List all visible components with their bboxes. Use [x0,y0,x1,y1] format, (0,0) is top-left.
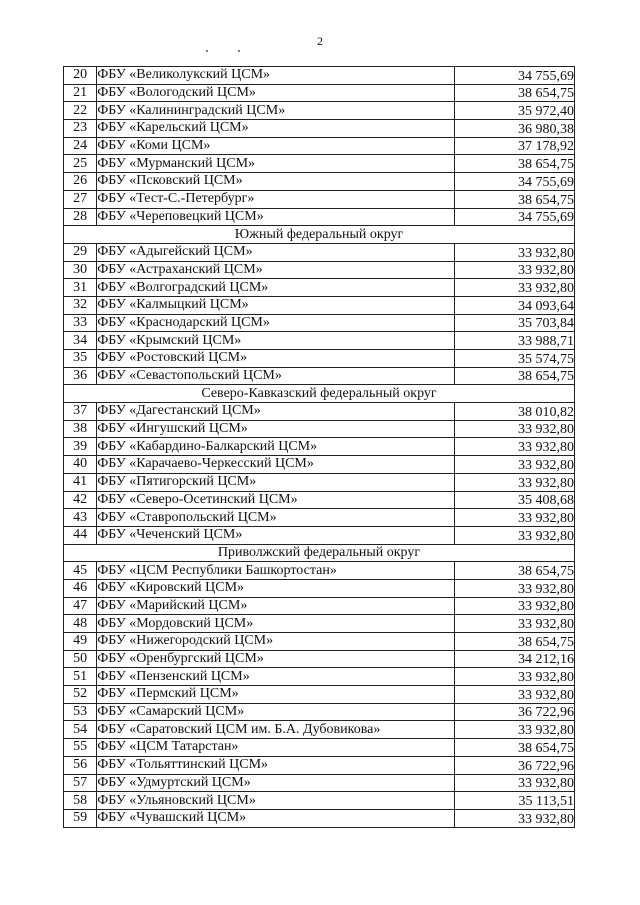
organization-name: ФБУ «Марийский ЦСМ» [97,597,455,615]
organization-name: ФБУ «Нижегородский ЦСМ» [97,633,455,651]
table-row [64,438,575,456]
table-row [64,526,575,544]
table-row [64,296,575,314]
organization-name: ФБУ «ЦСМ Республики Башкортостан» [97,562,455,580]
amount-value: 35 972,40 [455,102,575,120]
amount-value: 35 113,51 [455,792,575,810]
table-row [64,155,575,173]
row-number: 23 [64,120,97,138]
table-row [64,208,575,226]
organization-name: ФБУ «Пензенский ЦСМ» [97,668,455,686]
amount-value: 34 755,69 [455,208,575,226]
organization-name: ФБУ «Ульяновский ЦСМ» [97,792,455,810]
row-number: 32 [64,296,97,314]
table-row [64,120,575,138]
row-number: 38 [64,420,97,438]
row-number: 44 [64,526,97,544]
amount-value: 33 932,80 [455,261,575,279]
amount-value: 36 980,38 [455,120,575,138]
row-number: 33 [64,314,97,332]
row-number: 22 [64,102,97,120]
organization-name: ФБУ «Волгоградский ЦСМ» [97,279,455,297]
organization-name: ФБУ «Кабардино-Балкарский ЦСМ» [97,438,455,456]
amount-value: 33 932,80 [455,473,575,491]
scan-speck [238,50,240,52]
table-row [64,739,575,757]
table-row [64,173,575,191]
amount-value: 35 408,68 [455,491,575,509]
amount-value: 34 212,16 [455,650,575,668]
organization-name: ФБУ «Самарский ЦСМ» [97,703,455,721]
organization-name: ФБУ «Адыгейский ЦСМ» [97,243,455,261]
table-row [64,756,575,774]
table-row [64,473,575,491]
table-row [64,579,575,597]
amount-value: 37 178,92 [455,137,575,155]
row-number: 53 [64,703,97,721]
table-row [64,84,575,102]
amount-value: 35 703,84 [455,314,575,332]
organization-name: ФБУ «Карельский ЦСМ» [97,120,455,138]
row-number: 34 [64,332,97,350]
price-table [63,66,575,828]
district-title: Приволжский федеральный округ [64,544,575,562]
table-row [64,279,575,297]
organization-name: ФБУ «Псковский ЦСМ» [97,173,455,191]
row-number: 58 [64,792,97,810]
organization-name: ФБУ «Мурманский ЦСМ» [97,155,455,173]
amount-value: 33 932,80 [455,774,575,792]
row-number: 21 [64,84,97,102]
row-number: 29 [64,243,97,261]
organization-name: ФБУ «Ставропольский ЦСМ» [97,509,455,527]
organization-name: ФБУ «Краснодарский ЦСМ» [97,314,455,332]
table-row [64,597,575,615]
amount-value: 38 654,75 [455,367,575,385]
table-row [64,668,575,686]
amount-value: 38 654,75 [455,155,575,173]
row-number: 49 [64,633,97,651]
organization-name: ФБУ «Пермский ЦСМ» [97,686,455,704]
table-row [64,137,575,155]
amount-value: 33 932,80 [455,809,575,827]
organization-name: ФБУ «Ингушский ЦСМ» [97,420,455,438]
amount-value: 33 932,80 [455,420,575,438]
amount-value: 33 932,80 [455,509,575,527]
table-row [64,686,575,704]
table-row [64,420,575,438]
organization-name: ФБУ «ЦСМ Татарстан» [97,739,455,757]
table-row [64,615,575,633]
amount-value: 38 010,82 [455,403,575,421]
district-header-row [64,544,575,562]
table-row [64,562,575,580]
row-number: 45 [64,562,97,580]
table-row [64,190,575,208]
table-row [64,403,575,421]
row-number: 36 [64,367,97,385]
amount-value: 38 654,75 [455,190,575,208]
row-number: 26 [64,173,97,191]
amount-value: 33 932,80 [455,668,575,686]
row-number: 56 [64,756,97,774]
table-row [64,456,575,474]
district-header-row [64,226,575,244]
organization-name: ФБУ «Великолукский ЦСМ» [97,67,455,85]
row-number: 48 [64,615,97,633]
organization-name: ФБУ «Крымский ЦСМ» [97,332,455,350]
organization-name: ФБУ «Чувашский ЦСМ» [97,809,455,827]
organization-name: ФБУ «Севастопольский ЦСМ» [97,367,455,385]
district-title: Северо-Кавказский федеральный округ [64,385,575,403]
organization-name: ФБУ «Дагестанский ЦСМ» [97,403,455,421]
row-number: 59 [64,809,97,827]
row-number: 35 [64,350,97,368]
row-number: 50 [64,650,97,668]
row-number: 25 [64,155,97,173]
amount-value: 33 932,80 [455,243,575,261]
table-row [64,243,575,261]
table-row [64,261,575,279]
row-number: 30 [64,261,97,279]
amount-value: 36 722,96 [455,756,575,774]
table-row [64,332,575,350]
organization-name: ФБУ «Кировский ЦСМ» [97,579,455,597]
row-number: 54 [64,721,97,739]
organization-name: ФБУ «Вологодский ЦСМ» [97,84,455,102]
organization-name: ФБУ «Мордовский ЦСМ» [97,615,455,633]
amount-value: 33 932,80 [455,279,575,297]
organization-name: ФБУ «Пятигорский ЦСМ» [97,473,455,491]
amount-value: 38 654,75 [455,739,575,757]
organization-name: ФБУ «Череповецкий ЦСМ» [97,208,455,226]
table-row [64,792,575,810]
organization-name: ФБУ «Ростовский ЦСМ» [97,350,455,368]
organization-name: ФБУ «Калининградский ЦСМ» [97,102,455,120]
row-number: 37 [64,403,97,421]
table-row [64,102,575,120]
amount-value: 33 932,80 [455,526,575,544]
row-number: 43 [64,509,97,527]
table-row [64,774,575,792]
amount-value: 33 932,80 [455,438,575,456]
table-row [64,367,575,385]
amount-value: 33 932,80 [455,579,575,597]
row-number: 24 [64,137,97,155]
row-number: 28 [64,208,97,226]
table-row [64,703,575,721]
organization-name: ФБУ «Оренбургский ЦСМ» [97,650,455,668]
amount-value: 38 654,75 [455,633,575,651]
row-number: 57 [64,774,97,792]
organization-name: ФБУ «Тольяттинский ЦСМ» [97,756,455,774]
amount-value: 38 654,75 [455,84,575,102]
row-number: 46 [64,579,97,597]
table-row [64,67,575,85]
amount-value: 33 932,80 [455,597,575,615]
district-header-row [64,385,575,403]
amount-value: 33 988,71 [455,332,575,350]
amount-value: 34 093,64 [455,296,575,314]
amount-value: 33 932,80 [455,721,575,739]
table-row [64,809,575,827]
amount-value: 34 755,69 [455,173,575,191]
organization-name: ФБУ «Удмуртский ЦСМ» [97,774,455,792]
organization-name: ФБУ «Карачаево-Черкесский ЦСМ» [97,456,455,474]
row-number: 51 [64,668,97,686]
organization-name: ФБУ «Северо-Осетинский ЦСМ» [97,491,455,509]
row-number: 52 [64,686,97,704]
table-row [64,350,575,368]
table-row [64,650,575,668]
district-title: Южный федеральный округ [64,226,575,244]
row-number: 39 [64,438,97,456]
row-number: 55 [64,739,97,757]
table-row [64,633,575,651]
table-row [64,509,575,527]
table-row [64,491,575,509]
amount-value: 34 755,69 [455,67,575,85]
amount-value: 38 654,75 [455,562,575,580]
row-number: 31 [64,279,97,297]
table-row [64,721,575,739]
table-row [64,314,575,332]
amount-value: 33 932,80 [455,456,575,474]
organization-name: ФБУ «Коми ЦСМ» [97,137,455,155]
row-number: 42 [64,491,97,509]
organization-name: ФБУ «Саратовский ЦСМ им. Б.А. Дубовикова» [97,721,455,739]
organization-name: ФБУ «Чеченский ЦСМ» [97,526,455,544]
price-table-body [64,67,575,828]
organization-name: ФБУ «Калмыцкий ЦСМ» [97,296,455,314]
amount-value: 36 722,96 [455,703,575,721]
row-number: 40 [64,456,97,474]
organization-name: ФБУ «Тест-С.-Петербург» [97,190,455,208]
scan-speck [206,50,208,52]
row-number: 47 [64,597,97,615]
row-number: 41 [64,473,97,491]
row-number: 27 [64,190,97,208]
row-number: 20 [64,67,97,85]
amount-value: 33 932,80 [455,686,575,704]
amount-value: 33 932,80 [455,615,575,633]
page-number: 2 [317,34,323,48]
amount-value: 35 574,75 [455,350,575,368]
organization-name: ФБУ «Астраханский ЦСМ» [97,261,455,279]
